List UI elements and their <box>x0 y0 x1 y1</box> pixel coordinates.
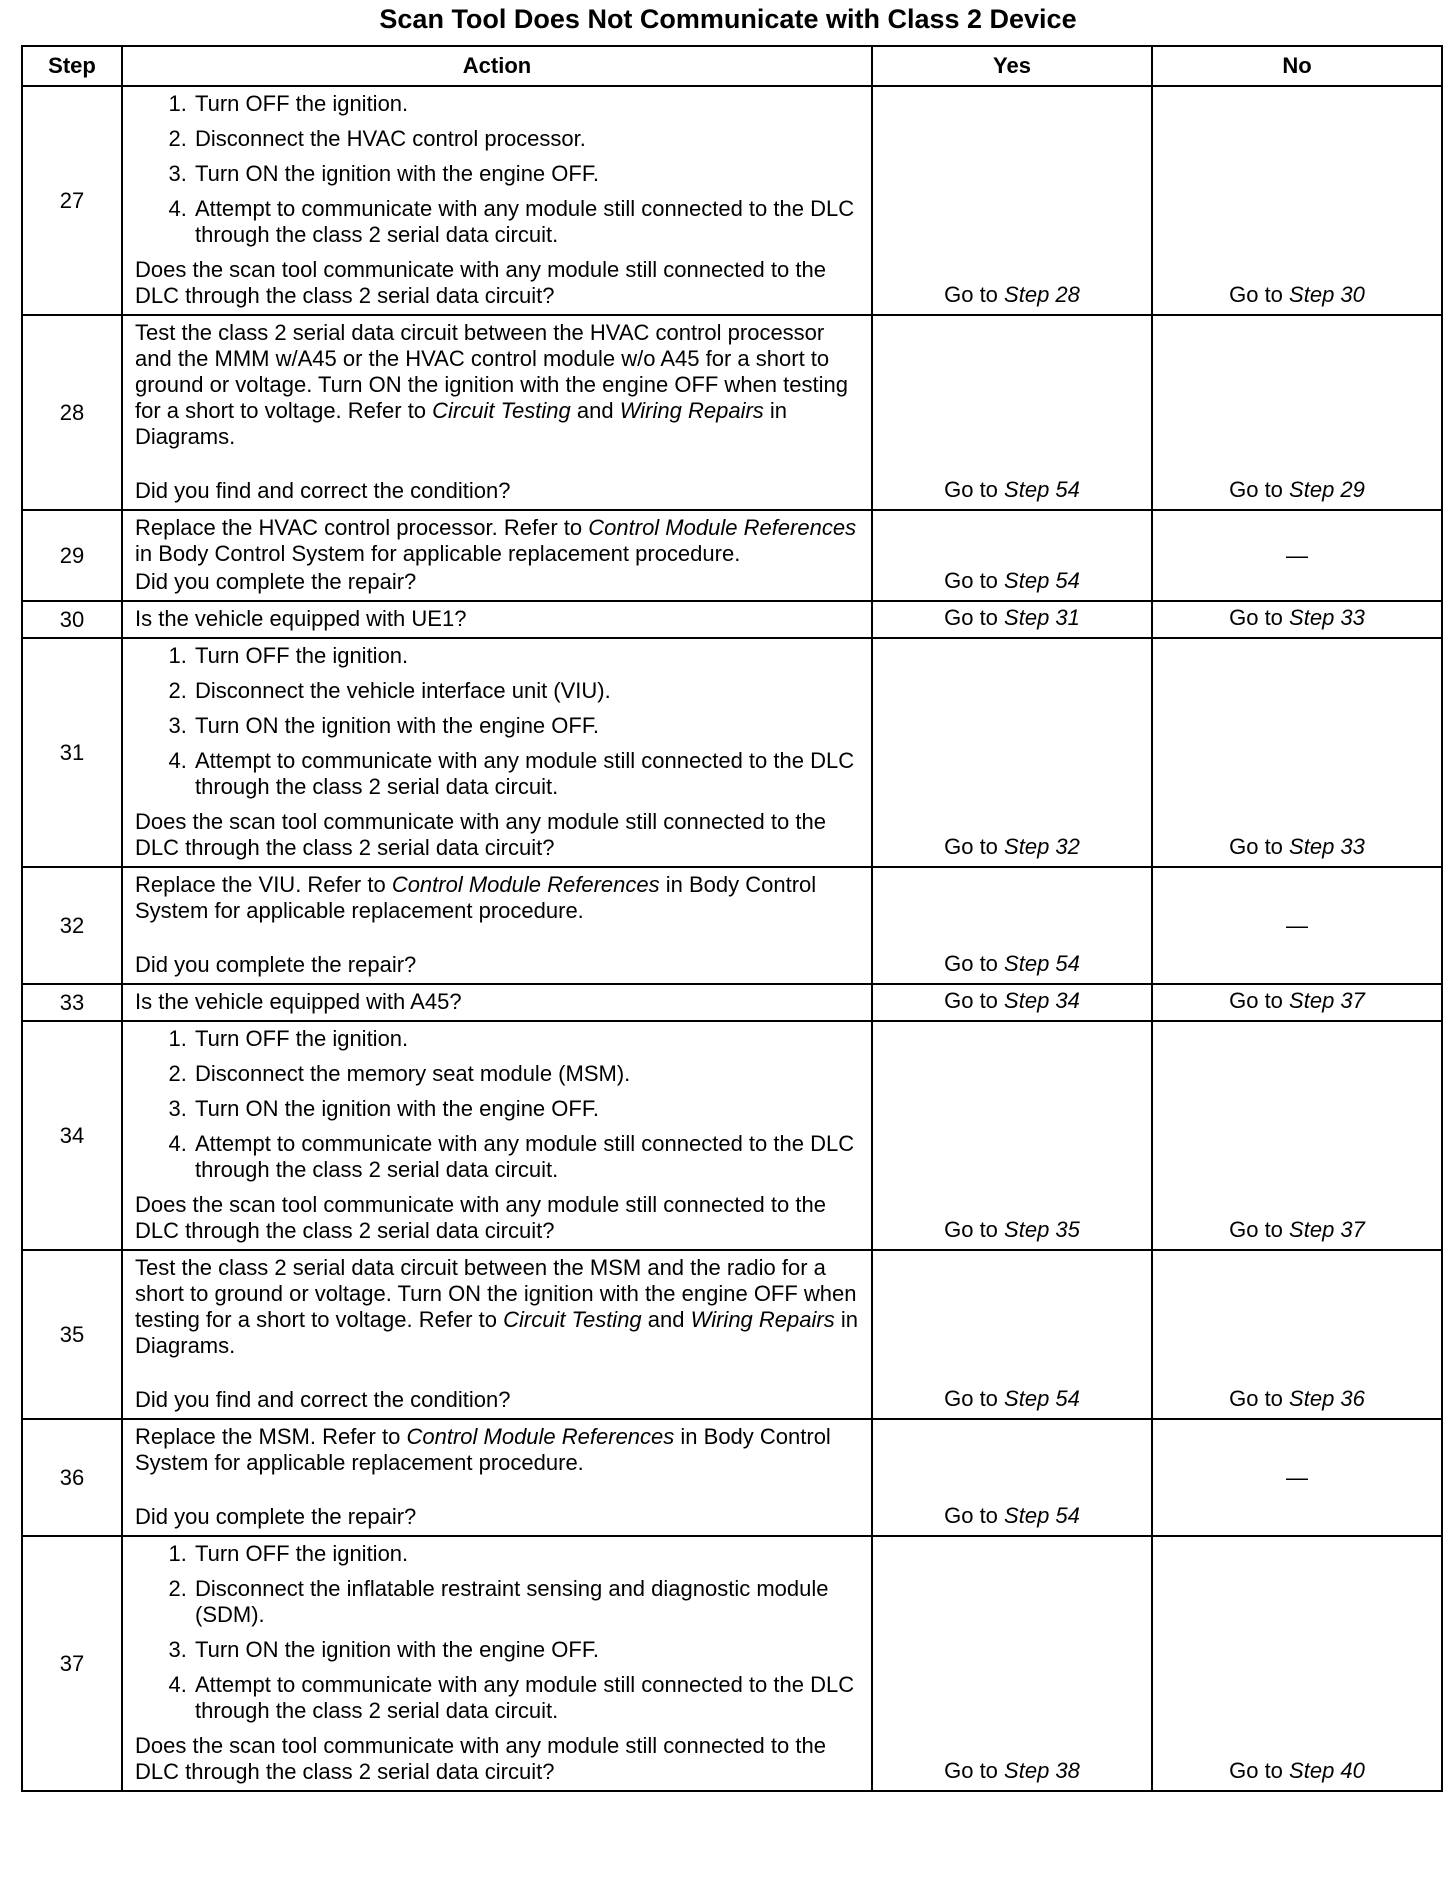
no-cell-empty: — <box>1152 510 1442 601</box>
instruction-text <box>135 1424 863 1476</box>
goto-label: Go to <box>944 1386 998 1411</box>
action-cell <box>122 638 872 867</box>
table-row <box>22 984 1442 1021</box>
page-title: Scan Tool Does Not Communicate with Class 2 Device <box>379 4 1077 34</box>
list-item: 1. Turn OFF the ignition. <box>193 1026 863 1052</box>
header-yes: Yes <box>872 46 1152 86</box>
goto-label: Go to <box>1229 1386 1283 1411</box>
step-link[interactable]: Step 32 <box>1004 834 1080 859</box>
goto-label: Go to <box>1229 282 1283 307</box>
question-text: Did you complete the repair? <box>135 1504 417 1529</box>
no-cell <box>1152 86 1442 315</box>
yes-cell <box>872 867 1152 984</box>
step-number: 31 <box>22 638 122 867</box>
step-number: 37 <box>22 1536 122 1791</box>
list-item: 2. Disconnect the memory seat module (MSM). <box>193 1061 863 1087</box>
action-cell <box>122 86 872 315</box>
table-row <box>22 1536 1442 1791</box>
instruction-tail: in Diagrams. <box>135 1307 858 1358</box>
instruction-text <box>135 320 863 450</box>
step-link[interactable]: Step 54 <box>1004 1503 1080 1528</box>
question-text: Does the scan tool communicate with any module still connected to the DLC through the class 2 serial data circuit? <box>135 1192 826 1243</box>
yes-cell <box>872 1419 1152 1536</box>
step-number: 32 <box>22 867 122 984</box>
goto-label: Go to <box>944 1758 998 1783</box>
step-number: 35 <box>22 1250 122 1419</box>
question-text: Did you complete the repair? <box>135 569 417 594</box>
goto-label: Go to <box>944 834 998 859</box>
step-link[interactable]: Step 34 <box>1004 988 1080 1013</box>
yes-cell <box>872 1250 1152 1419</box>
instruction-body: Test the class 2 serial data circuit between the MSM and the radio for a short to ground or voltage. Turn ON the ignition with the engine OFF when testing for a short to voltage. Refer to <box>135 1255 857 1332</box>
goto-label: Go to <box>1229 1217 1283 1242</box>
table-row <box>22 638 1442 867</box>
list-item: 1. Turn OFF the ignition. <box>193 91 863 117</box>
no-cell <box>1152 601 1442 638</box>
reference-link[interactable]: Control Module References <box>588 515 857 540</box>
instruction-body: Test the class 2 serial data circuit between the HVAC control processor and the MMM w/A45 or the HVAC control module w/o A45 for a short to ground or voltage. Turn ON the ignition with the engine OFF when testing for a short to voltage. Refer to <box>135 320 848 423</box>
question-text: Did you find and correct the condition? <box>135 478 511 503</box>
action-cell <box>122 601 872 638</box>
action-cell <box>122 510 872 601</box>
question-text: Did you complete the repair? <box>135 952 417 977</box>
table-row <box>22 1419 1442 1536</box>
no-cell-empty: — <box>1152 1419 1442 1536</box>
reference-link[interactable]: Control Module References <box>391 872 660 897</box>
list-item: 2. Disconnect the HVAC control processor. <box>193 126 863 152</box>
step-link[interactable]: Step 40 <box>1289 1758 1365 1783</box>
question-text: Is the vehicle equipped with A45? <box>135 989 462 1014</box>
table-row <box>22 1021 1442 1250</box>
yes-cell <box>872 86 1152 315</box>
instruction-body: Replace the VIU. Refer to <box>135 872 386 897</box>
list-item: 1. Turn OFF the ignition. <box>193 643 863 669</box>
table-row <box>22 1250 1442 1419</box>
step-number: 33 <box>22 984 122 1021</box>
instruction-tail: in Diagrams. <box>135 398 788 449</box>
substep-list <box>135 91 863 248</box>
question-text: Does the scan tool communicate with any module still connected to the DLC through the class 2 serial data circuit? <box>135 809 826 860</box>
goto-label: Go to <box>944 282 998 307</box>
table-row <box>22 510 1442 601</box>
step-link[interactable]: Step 29 <box>1289 477 1365 502</box>
step-number: 34 <box>22 1021 122 1250</box>
header-action: Action <box>122 46 872 86</box>
action-cell <box>122 984 872 1021</box>
no-cell <box>1152 1250 1442 1419</box>
no-cell <box>1152 984 1442 1021</box>
substep-list <box>135 1026 863 1183</box>
diagnostic-table <box>21 45 1443 1792</box>
list-item: 1. Turn OFF the ignition. <box>193 1541 863 1567</box>
question-text: Does the scan tool communicate with any module still connected to the DLC through the class 2 serial data circuit? <box>135 1733 826 1784</box>
conjunction: and <box>576 398 614 423</box>
action-cell <box>122 1250 872 1419</box>
step-link[interactable]: Step 54 <box>1004 568 1080 593</box>
instruction-text <box>135 515 863 567</box>
instruction-text <box>135 872 863 924</box>
list-item: 4. Attempt to communicate with any module still connected to the DLC through the class 2 serial data circuit. <box>193 1131 863 1183</box>
list-item: 2. Disconnect the vehicle interface unit (VIU). <box>193 678 863 704</box>
yes-cell <box>872 315 1152 510</box>
goto-label: Go to <box>944 988 998 1013</box>
step-link[interactable]: Step 33 <box>1289 834 1365 859</box>
no-cell <box>1152 315 1442 510</box>
yes-cell <box>872 510 1152 601</box>
list-item: 4. Attempt to communicate with any module still connected to the DLC through the class 2 serial data circuit. <box>193 1672 863 1724</box>
action-cell <box>122 1021 872 1250</box>
action-cell <box>122 315 872 510</box>
action-cell <box>122 867 872 984</box>
goto-label: Go to <box>1229 605 1283 630</box>
list-item: 2. Disconnect the inflatable restraint sensing and diagnostic module (SDM). <box>193 1576 863 1628</box>
goto-label: Go to <box>1229 1758 1283 1783</box>
conjunction: and <box>647 1307 685 1332</box>
instruction-text <box>135 1255 863 1359</box>
yes-cell <box>872 984 1152 1021</box>
substep-list <box>135 1541 863 1724</box>
step-link[interactable]: Step 38 <box>1004 1758 1080 1783</box>
instruction-tail: in Body Control System for applicable replacement procedure. <box>135 541 741 566</box>
goto-label: Go to <box>1229 988 1283 1013</box>
goto-label: Go to <box>944 1503 998 1528</box>
table-row <box>22 86 1442 315</box>
no-cell <box>1152 1021 1442 1250</box>
header-no: No <box>1152 46 1442 86</box>
table-row <box>22 315 1442 510</box>
action-cell <box>122 1419 872 1536</box>
goto-label: Go to <box>1229 477 1283 502</box>
step-link[interactable]: Step 28 <box>1004 282 1080 307</box>
goto-label: Go to <box>944 605 998 630</box>
yes-cell <box>872 1021 1152 1250</box>
list-item: 3. Turn ON the ignition with the engine OFF. <box>193 713 863 739</box>
action-cell <box>122 1536 872 1791</box>
step-number: 29 <box>22 510 122 601</box>
yes-cell <box>872 601 1152 638</box>
instruction-body: Replace the HVAC control processor. Refer to <box>135 515 583 540</box>
reference-link[interactable]: Circuit Testing <box>503 1307 642 1332</box>
goto-label: Go to <box>944 477 998 502</box>
instruction-body: Replace the MSM. Refer to <box>135 1424 401 1449</box>
step-link[interactable]: Step 30 <box>1289 282 1365 307</box>
instruction-tail: in Body Control System for applicable replacement procedure. <box>135 872 817 923</box>
instruction-tail: in Body Control System for applicable replacement procedure. <box>135 1424 831 1475</box>
goto-label: Go to <box>944 1217 998 1242</box>
list-item: 4. Attempt to communicate with any module still connected to the DLC through the class 2 serial data circuit. <box>193 196 863 248</box>
reference-link[interactable]: Wiring Repairs <box>619 398 764 423</box>
no-cell <box>1152 638 1442 867</box>
step-number: 27 <box>22 86 122 315</box>
step-link[interactable]: Step 35 <box>1004 1217 1080 1242</box>
no-cell <box>1152 1536 1442 1791</box>
list-item: 3. Turn ON the ignition with the engine OFF. <box>193 1096 863 1122</box>
reference-link[interactable]: Control Module References <box>406 1424 675 1449</box>
reference-link[interactable]: Circuit Testing <box>432 398 571 423</box>
no-cell-empty: — <box>1152 867 1442 984</box>
question-text: Does the scan tool communicate with any module still connected to the DLC through the class 2 serial data circuit? <box>135 257 826 308</box>
step-link[interactable]: Step 54 <box>1004 1386 1080 1411</box>
yes-cell <box>872 1536 1152 1791</box>
header-step: Step <box>22 46 122 86</box>
step-link[interactable]: Step 36 <box>1289 1386 1365 1411</box>
list-item: 3. Turn ON the ignition with the engine OFF. <box>193 161 863 187</box>
step-number: 28 <box>22 315 122 510</box>
step-number: 36 <box>22 1419 122 1536</box>
goto-label: Go to <box>1229 834 1283 859</box>
step-link[interactable]: Step 54 <box>1004 477 1080 502</box>
question-text: Is the vehicle equipped with UE1? <box>135 606 467 631</box>
step-link[interactable]: Step 37 <box>1289 1217 1365 1242</box>
reference-link[interactable]: Wiring Repairs <box>690 1307 835 1332</box>
table-row <box>22 601 1442 638</box>
step-number: 30 <box>22 601 122 638</box>
question-text: Did you find and correct the condition? <box>135 1387 511 1412</box>
list-item: 4. Attempt to communicate with any module still connected to the DLC through the class 2 serial data circuit. <box>193 748 863 800</box>
list-item: 3. Turn ON the ignition with the engine OFF. <box>193 1637 863 1663</box>
step-link[interactable]: Step 37 <box>1289 988 1365 1013</box>
table-header-row <box>22 46 1442 86</box>
goto-label: Go to <box>944 568 998 593</box>
step-link[interactable]: Step 54 <box>1004 951 1080 976</box>
step-link[interactable]: Step 33 <box>1289 605 1365 630</box>
step-link[interactable]: Step 31 <box>1004 605 1080 630</box>
yes-cell <box>872 638 1152 867</box>
goto-label: Go to <box>944 951 998 976</box>
table-row <box>22 867 1442 984</box>
substep-list <box>135 643 863 800</box>
